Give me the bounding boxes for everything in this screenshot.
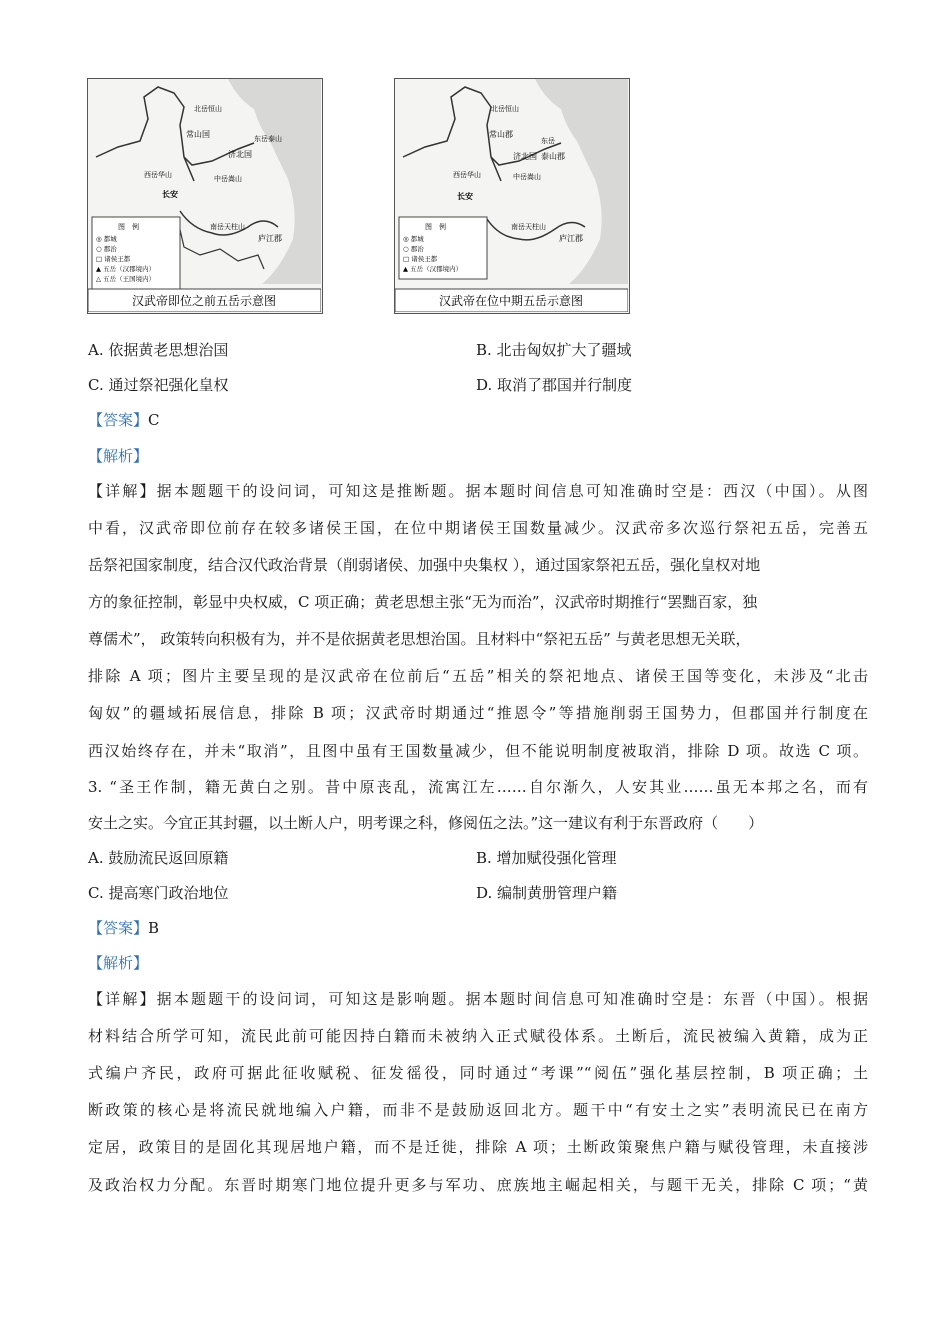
legend-item: □ 诸侯王都 — [96, 255, 131, 263]
legend-item: ◎ 都城 — [403, 235, 424, 243]
q2-detail-line: 匈奴”的疆域拓展信息，排除 B 项；汉武帝时期通过“推恩令”等措施削弱王国势力，但郡国并行制度在 — [88, 704, 868, 722]
label-dongyue: 东岳泰山 — [254, 135, 282, 143]
q3-detail-line: 材料结合所学可知，流民此前可能因持白籍而未被纳入正式赋役体系。土断后，流民被编入黄籍，成为正 — [88, 1027, 868, 1045]
q2-option-c: C. 通过祭祀强化皇权 — [88, 376, 229, 394]
answer-value: B — [148, 919, 160, 937]
legend-item: ○ 郡治 — [96, 245, 117, 253]
q2-detail-line: 排除 A 项；图片主要呈现的是汉武帝在位前后“五岳”相关的祭祀地点、诸侯王国等变化，未涉及“北击 — [88, 667, 868, 685]
q3-detail-line: 及政治权力分配。东晋时期寒门地位提升更多与军功、庶族地主崛起相关，与题干无关，排除 C 项；“黄 — [88, 1176, 868, 1194]
map-before-accession — [87, 78, 323, 314]
q2-detail-line: 岳祭祀国家制度，结合汉代政治背景（削弱诸侯、加强中央集权 ），通过国家祭祀五岳，强化皇权对地 — [88, 556, 761, 574]
legend-item: △ 五岳（王国境内） — [96, 275, 156, 283]
map-mid-reign — [394, 78, 630, 314]
q3-stem-line: 安土之实。今宜正其封疆，以土断人户，明考课之科，修阅伍之法。”这一建议有利于东晋政府（ ） — [88, 814, 764, 832]
detail-tag: 【详解】 — [88, 482, 157, 500]
q3-option-d: D. 编制黄册管理户籍 — [476, 884, 618, 902]
q3-detail-line: 式编户齐民，政府可据此征收赋税、征发徭役，同时通过“考课”“阅伍”强化基层控制，B 项正确；土 — [88, 1064, 868, 1082]
label-lujiang: 庐江郡 — [258, 234, 282, 243]
label-zhongyue: 中岳嵩山 — [513, 173, 541, 181]
map-before-svg — [88, 79, 321, 312]
q2-detail-line: 方的象征控制，彰显中央权威，C 项正确；黄老思想主张“无为而治”，汉武帝时期推行“罢黜百家，独 — [88, 593, 758, 611]
q2-answer — [88, 410, 868, 430]
label-changan: 长安 — [162, 190, 178, 199]
q3-option-c: C. 提高寒门政治地位 — [88, 884, 229, 902]
legend-title: 图 例 — [425, 223, 446, 231]
label-xiyue: 西岳华山 — [453, 171, 481, 179]
label-zhongyue: 中岳嵩山 — [214, 175, 242, 183]
legend-item: ▲ 五岳（汉郡境内） — [96, 265, 156, 273]
q3-option-a: A. 鼓励流民返回原籍 — [88, 849, 229, 867]
label-beiyue: 北岳恒山 — [491, 105, 519, 113]
legend-item: □ 诸侯王都 — [403, 255, 438, 263]
legend-item: ▲ 五岳（汉郡境内） — [403, 265, 463, 273]
q3-stem-line: 3. “圣王作制，籍无黄白之别。昔中原丧乱，流寓江左……自尔渐久，人安其业……虽无本邦之名，而有 — [88, 778, 868, 796]
q3-detail-line: 断政策的核心是将流民就地编入户籍，而非不是鼓励返回北方。题干中“有安土之实”表明流民已在南方 — [88, 1101, 868, 1119]
label-jibei: 济北国 — [228, 150, 252, 159]
label-nanyue: 南岳天柱山 — [511, 223, 546, 231]
q2-analysis-tag: 【解析】 — [88, 447, 149, 465]
label-changshan: 常山郡 — [489, 130, 513, 139]
label-nanyue: 南岳天柱山 — [210, 223, 245, 231]
answer-value: C — [148, 411, 160, 429]
label-changshan: 常山国 — [186, 130, 210, 139]
q3-answer — [88, 918, 868, 938]
map-caption: 汉武帝即位之前五岳示意图 — [131, 294, 277, 308]
q2-option-b: B. 北击匈奴扩大了疆域 — [476, 341, 632, 359]
legend-item: ◎ 都城 — [96, 235, 117, 243]
answer-tag: 【答案】 — [88, 919, 149, 937]
q2-detail-line: 西汉始终存在，并未“取消”，且图中虽有王国数量减少，但不能说明制度被取消，排除 D 项。故选 C 项。 — [88, 742, 868, 760]
q2-detail-line: 【详解】据本题题干的设问词，可知这是推断题。据本题时间信息可知准确时空是：西汉（中国）。从图 — [88, 482, 868, 500]
map-caption: 汉武帝在位中期五岳示意图 — [438, 294, 584, 308]
map-mid-svg — [395, 79, 628, 312]
legend-item: ○ 郡治 — [403, 245, 424, 253]
label-taishan: 泰山郡 — [541, 152, 565, 161]
label-xiyue: 西岳华山 — [144, 171, 172, 179]
label-lujiang: 庐江郡 — [559, 234, 583, 243]
q3-detail-line: 【详解】据本题题干的设问词，可知这是影响题。据本题时间信息可知准确时空是：东晋（中国）。根据 — [88, 990, 868, 1008]
q2-option-a: A. 依据黄老思想治国 — [88, 341, 229, 359]
detail-tag: 【详解】 — [88, 990, 157, 1008]
answer-tag: 【答案】 — [88, 411, 149, 429]
q2-detail-line: 尊儒术”， 政策转向积极有为，并不是依据黄老思想治国。且材料中“祭祀五岳” 与黄老思想无关联， — [88, 630, 751, 648]
q3-detail-line: 定居，政策目的是固化其现居地户籍，而不是迁徙，排除 A 项；土断政策聚焦户籍与赋役管理，未直接涉 — [88, 1138, 868, 1156]
label-changan: 长安 — [457, 192, 473, 201]
label-beiyue: 北岳恒山 — [194, 105, 222, 113]
q3-analysis-tag: 【解析】 — [88, 954, 149, 972]
q2-detail-line: 中看，汉武帝即位前存在较多诸侯王国，在位中期诸侯王国数量减少。汉武帝多次巡行祭祀五岳，完善五 — [88, 519, 868, 537]
q3-option-b: B. 增加赋役强化管理 — [476, 849, 617, 867]
label-dongyue: 东岳 — [541, 137, 555, 145]
label-jibei: 济北国 — [513, 152, 537, 161]
legend-title: 图 例 — [118, 223, 139, 231]
q2-option-d: D. 取消了郡国并行制度 — [476, 376, 633, 394]
